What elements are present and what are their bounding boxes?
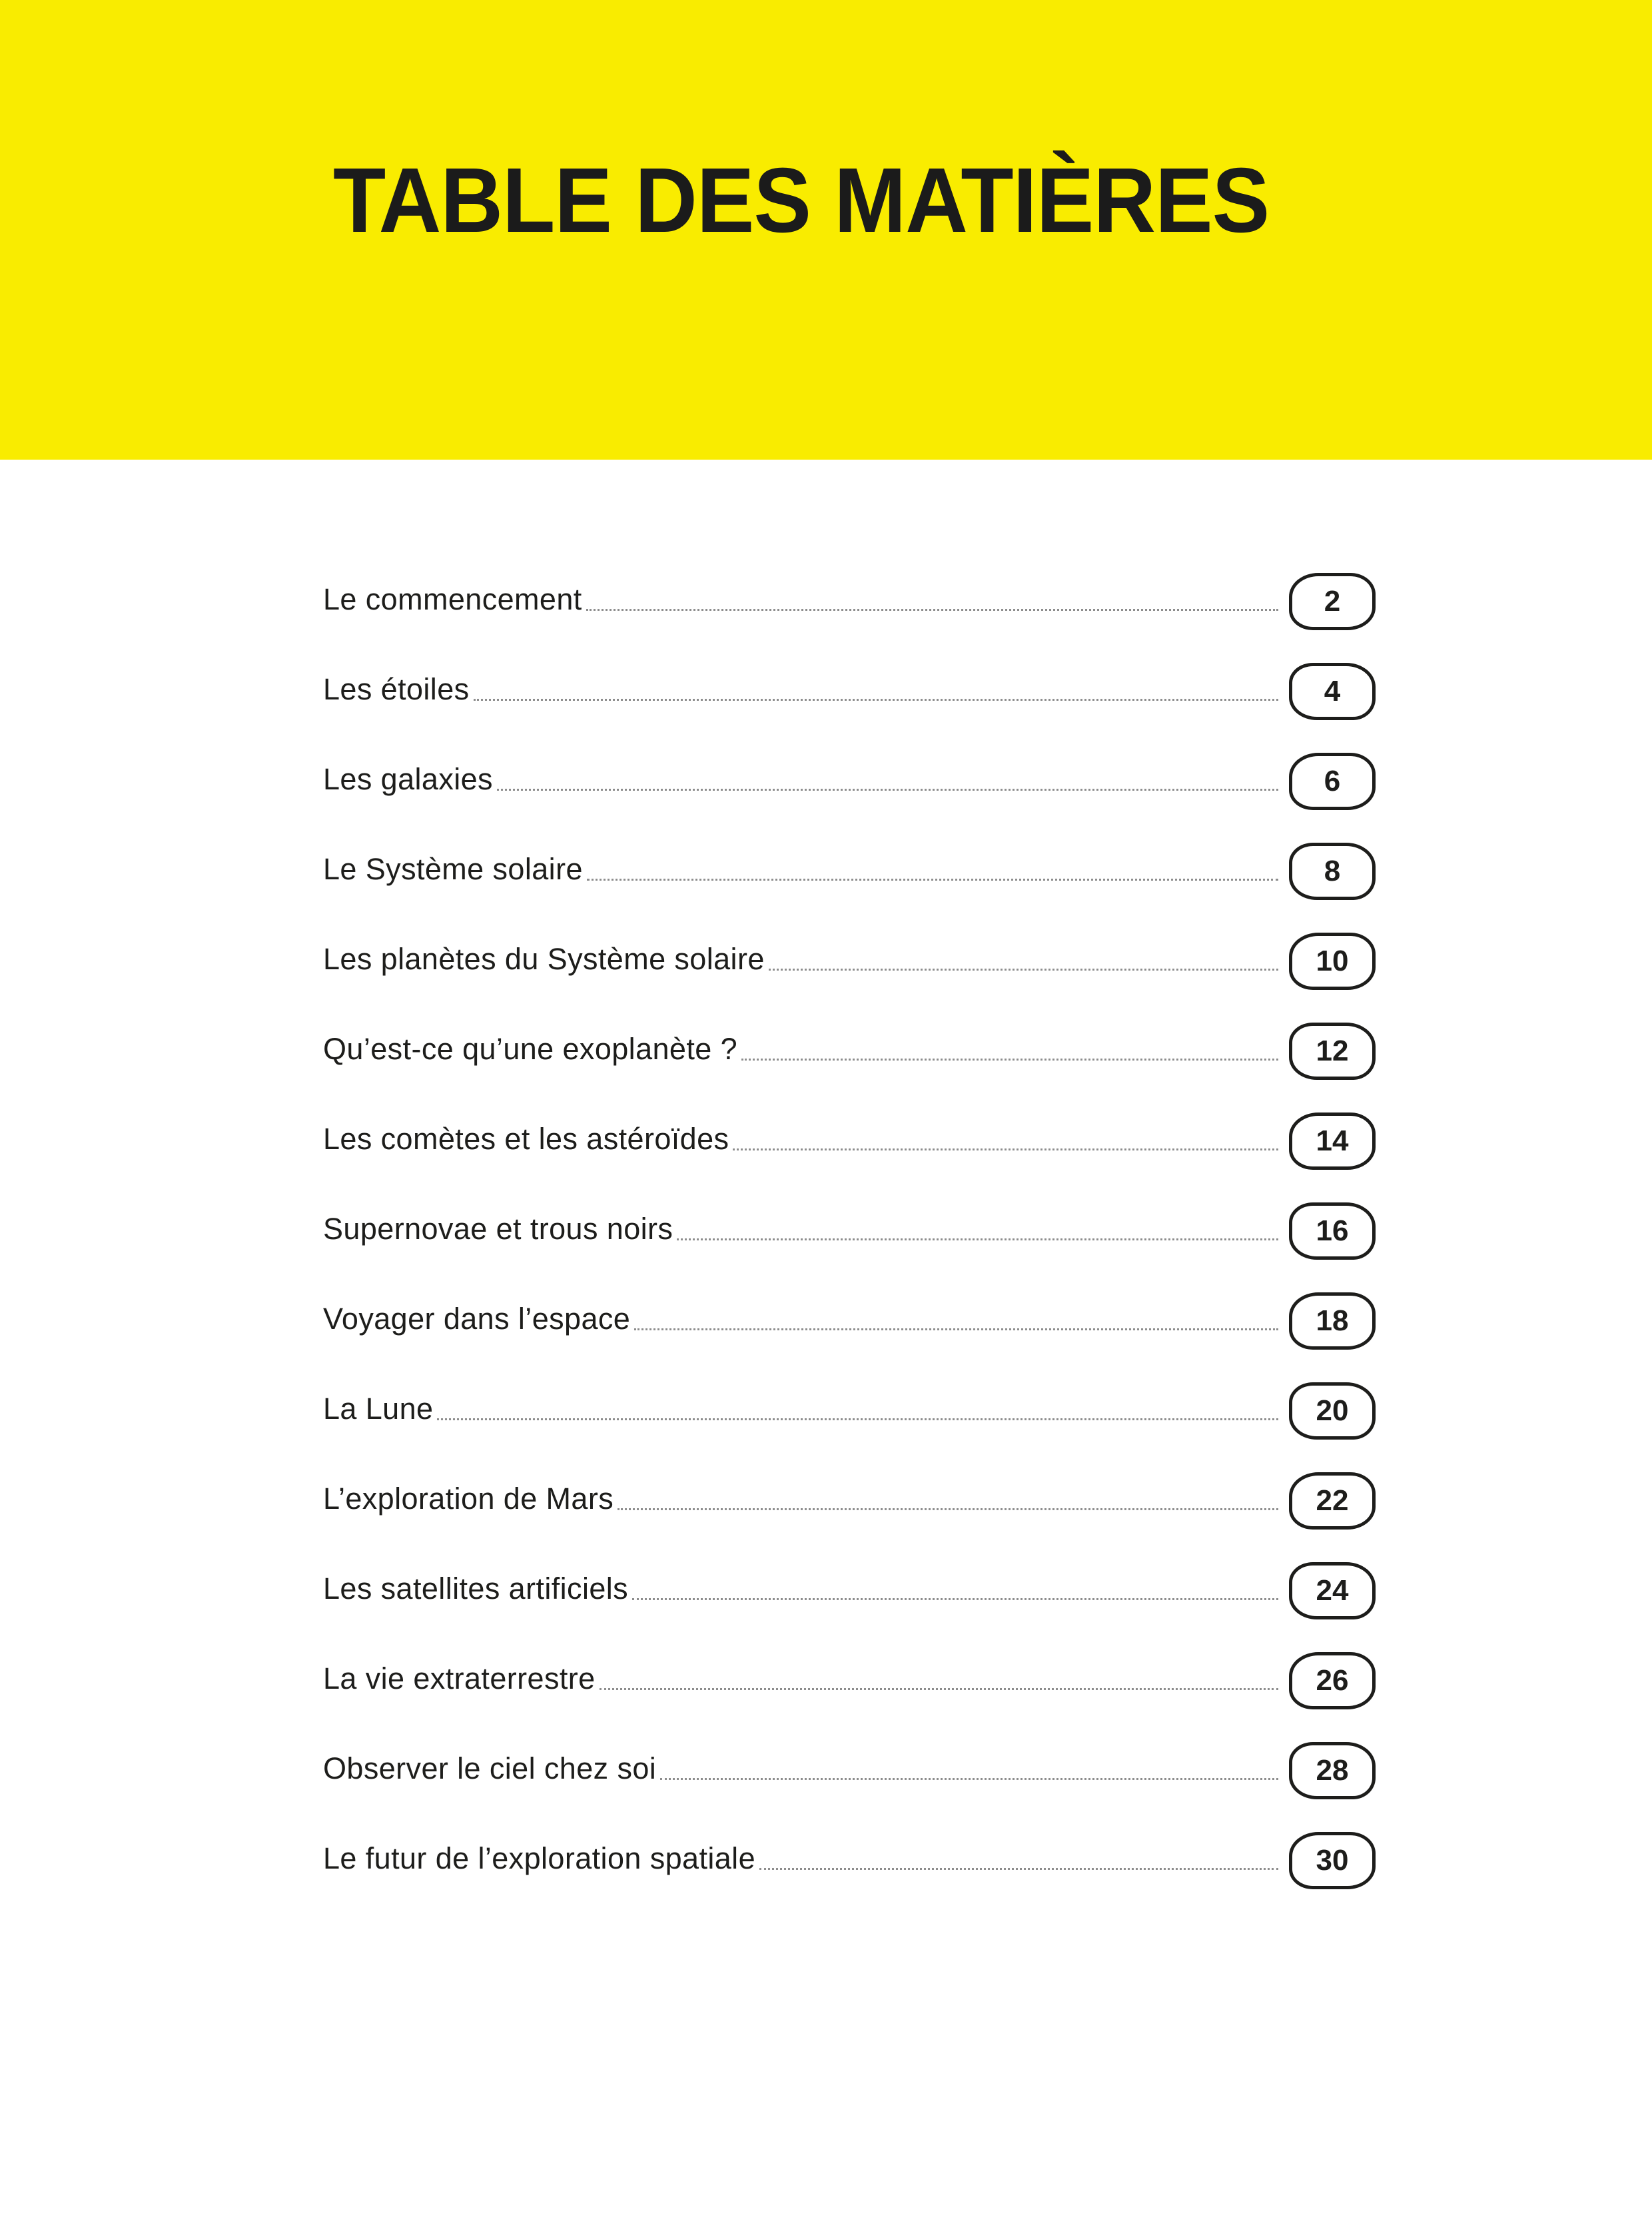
list-item[interactable]: [323, 1292, 1376, 1350]
page-number-badge[interactable]: 18: [1289, 1292, 1376, 1350]
dot-leader: [677, 1218, 1278, 1244]
list-item[interactable]: [323, 663, 1376, 720]
page-number-badge[interactable]: 30: [1289, 1832, 1376, 1889]
list-item[interactable]: [323, 1023, 1376, 1080]
dot-leader: [474, 678, 1278, 705]
toc-entry-label: Qu’est-ce qu’une exoplanète ?: [323, 1032, 738, 1066]
toc-entry-label: Supernovae et trous noirs: [323, 1212, 673, 1246]
dot-leader: [759, 1847, 1278, 1874]
dot-leader: [600, 1667, 1278, 1694]
page-number-badge[interactable]: 14: [1289, 1113, 1376, 1170]
page-number-badge[interactable]: 8: [1289, 843, 1376, 900]
list-item[interactable]: [323, 933, 1376, 990]
page-number-badge[interactable]: 12: [1289, 1023, 1376, 1080]
dot-leader: [741, 1038, 1278, 1065]
page-number-badge[interactable]: 28: [1289, 1742, 1376, 1799]
list-item[interactable]: [323, 1472, 1376, 1530]
dot-leader: [632, 1577, 1278, 1604]
dot-leader: [587, 858, 1278, 885]
page-number-badge[interactable]: 20: [1289, 1382, 1376, 1440]
page-number-badge[interactable]: 6: [1289, 753, 1376, 810]
list-item[interactable]: [323, 1832, 1376, 1889]
dot-leader: [733, 1128, 1278, 1154]
toc-entry-label: La Lune: [323, 1392, 434, 1426]
page-number-badge[interactable]: 10: [1289, 933, 1376, 990]
dot-leader: [437, 1398, 1278, 1424]
dot-leader: [769, 948, 1278, 975]
dot-leader: [660, 1757, 1278, 1784]
page-number-badge[interactable]: 22: [1289, 1472, 1376, 1530]
page-number-badge[interactable]: 4: [1289, 663, 1376, 720]
page-number-badge[interactable]: 26: [1289, 1652, 1376, 1709]
toc-entry-label: Voyager dans l’espace: [323, 1302, 631, 1336]
toc-entry-label: Le Système solaire: [323, 852, 583, 886]
dot-leader: [634, 1308, 1278, 1334]
list-item[interactable]: [323, 1562, 1376, 1619]
list-item[interactable]: [323, 573, 1376, 630]
list-item[interactable]: [323, 1652, 1376, 1709]
toc-entry-label: Les comètes et les astéroïdes: [323, 1122, 729, 1156]
list-item[interactable]: [323, 1202, 1376, 1260]
dot-leader: [586, 588, 1278, 615]
list-item[interactable]: [323, 843, 1376, 900]
page-number-badge[interactable]: 24: [1289, 1562, 1376, 1619]
page-number-badge[interactable]: 2: [1289, 573, 1376, 630]
toc-entry-label: Observer le ciel chez soi: [323, 1751, 657, 1785]
page-number-badge[interactable]: 16: [1289, 1202, 1376, 1260]
toc-entry-label: Les galaxies: [323, 762, 493, 796]
toc-entry-label: Les étoiles: [323, 672, 470, 706]
toc-entry-label: La vie extraterrestre: [323, 1661, 596, 1695]
dot-leader: [618, 1488, 1278, 1514]
list-item[interactable]: [323, 1113, 1376, 1170]
list-item[interactable]: [323, 1742, 1376, 1799]
table-of-contents: [323, 573, 1376, 1922]
toc-entry-label: Le futur de l’exploration spatiale: [323, 1841, 756, 1875]
toc-entry-label: Le commencement: [323, 582, 582, 616]
toc-entry-label: Les satellites artificiels: [323, 1571, 629, 1605]
list-item[interactable]: [323, 753, 1376, 810]
page-title: TABLE DES MATIÈRES: [333, 149, 1270, 252]
toc-entry-label: Les planètes du Système solaire: [323, 942, 765, 976]
list-item[interactable]: [323, 1382, 1376, 1440]
header-band: [0, 0, 1652, 460]
toc-entry-label: L’exploration de Mars: [323, 1482, 614, 1516]
dot-leader: [497, 768, 1278, 795]
